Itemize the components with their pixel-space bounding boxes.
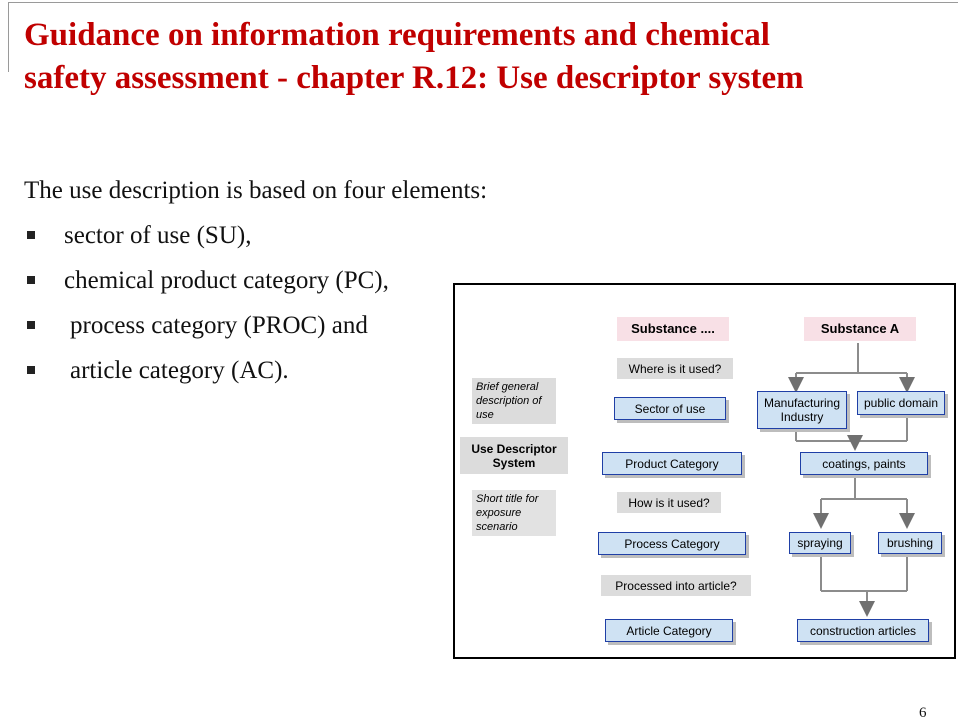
intro-text: The use description is based on four elements:: [24, 177, 488, 204]
substance-a-box: Substance A: [804, 317, 916, 341]
process-category-box: Process Category: [598, 532, 746, 555]
spraying-box: spraying: [789, 532, 851, 554]
slide-title: [24, 14, 804, 100]
list-item: [24, 303, 487, 348]
element-list: [24, 213, 487, 393]
construction-articles-box: construction articles: [797, 619, 929, 642]
processed-into-article-question: Processed into article?: [601, 575, 751, 596]
slide-frame-left: [8, 2, 9, 72]
list-item: [24, 258, 487, 303]
public-domain-box: public domain: [857, 391, 945, 415]
brushing-box: brushing: [878, 532, 942, 554]
sector-of-use-box: Sector of use: [614, 397, 726, 420]
where-used-question: Where is it used?: [617, 358, 733, 379]
square-bullet-icon: [27, 366, 35, 374]
square-bullet-icon: [27, 321, 35, 329]
slide-frame-top: [8, 2, 958, 3]
list-item-text: article category (AC).: [70, 357, 289, 384]
how-used-question: How is it used?: [617, 492, 721, 513]
substance-box: Substance ....: [617, 317, 729, 341]
title-line-2: safety assessment - chapter R.12: Use descriptor system: [24, 60, 804, 96]
coatings-paints-box: coatings, paints: [800, 452, 928, 475]
list-item: [24, 348, 487, 393]
list-item: [24, 213, 487, 258]
list-item-text: chemical product category (PC),: [64, 267, 389, 294]
short-title-label: Short title for exposure scenario: [472, 490, 556, 536]
page-number: 6: [919, 705, 927, 721]
article-category-box: Article Category: [605, 619, 733, 642]
manufacturing-industry-box: Manufacturing Industry: [757, 391, 847, 429]
square-bullet-icon: [27, 231, 35, 239]
list-item-text: sector of use (SU),: [64, 222, 252, 249]
square-bullet-icon: [27, 276, 35, 284]
brief-description-label: Brief general description of use: [472, 378, 556, 424]
product-category-box: Product Category: [602, 452, 742, 475]
use-descriptor-system-label: Use Descriptor System: [460, 437, 568, 474]
slide-body: [24, 168, 487, 393]
list-item-text: process category (PROC) and: [70, 312, 368, 339]
use-descriptor-diagram: [453, 283, 956, 659]
title-line-1: Guidance on information requirements and chemical: [24, 17, 770, 53]
